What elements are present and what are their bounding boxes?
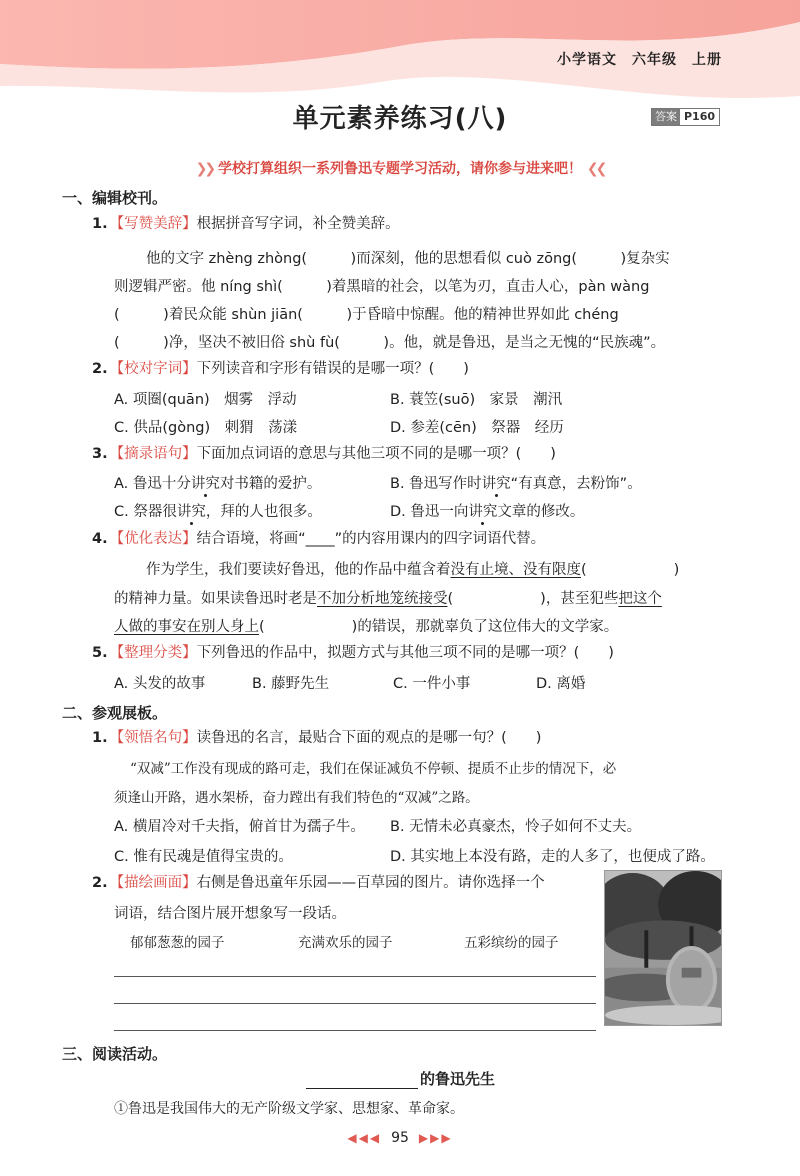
question-number: 2. <box>92 875 108 891</box>
question-1-2 <box>92 358 469 380</box>
chevron-right-icon: ❯❯ <box>195 161 214 177</box>
q2-1-quote-line-1: “双减”工作没有现成的路可走，我们在保证减负不停顿、提质不止步的情况下，必 <box>130 761 617 777</box>
q2-2-prompt-line-2: 词语，结合图片展开想象写一段话。 <box>114 906 346 922</box>
question-prompt: 下面加点词语的意思与其他三项不同的是哪一项？( ) <box>196 446 556 462</box>
q4-line-2: 的精神力量。如果读鲁迅时老是不加分析地笼统接受( )，甚至犯些把这个 <box>114 591 662 607</box>
q2-option-c: C. 供品(gòng) 刺猬 荡漾 <box>114 420 298 436</box>
question-number: 5. <box>92 645 108 661</box>
writing-line[interactable] <box>114 1003 596 1004</box>
question-number: 2. <box>92 361 108 377</box>
q1-line-2: 则逻辑严密。他 níng shì( )着黑暗的社会，以笔为刃，直击人心，pàn wàng <box>114 279 650 295</box>
q4-line-3: 人做的事安在别人身上( )的错误，那就辜负了这位伟大的文学家。 <box>114 619 619 635</box>
page-title: 单元素养练习(八) <box>292 104 508 134</box>
question-tag: 【摘录语句】 <box>109 446 197 462</box>
question-prompt: 右侧是鲁迅童年乐园——百草园的图片。请你选择一个 <box>196 875 545 891</box>
question-prompt: 下列读音和字形有错误的是哪一项？( ) <box>196 361 469 377</box>
question-prompt: 读鲁迅的名言，最贴合下面的观点的是哪一句？( ) <box>196 730 542 746</box>
q2-1-option-d: D. 其实地上本没有路，走的人多了，也便成了路。 <box>390 849 715 865</box>
dotted-word: 讲究 <box>176 504 206 520</box>
question-number: 1. <box>92 216 108 232</box>
question-prompt: 根据拼音写字词，补全赞美辞。 <box>196 216 400 232</box>
question-prompt: 结合语境，将画“____”的内容用课内的四字词语代替。 <box>196 531 546 547</box>
q2-option-b: B. 蓑笠(suō) 家景 潮汛 <box>390 392 563 408</box>
dotted-word: 讲究 <box>190 476 220 492</box>
header-label: 小学语文 六年级 上册 <box>557 52 722 68</box>
q3-option-b: B. 鲁迅写作时讲究“有真意，去粉饰”。 <box>390 476 642 492</box>
q3-option-d: D. 鲁迅一向讲究文章的修改。 <box>390 504 585 520</box>
question-number: 4. <box>92 531 108 547</box>
word-choice-3: 五彩缤纷的园子 <box>464 935 559 951</box>
q2-option-a: A. 项圈(quān) 烟雾 浮动 <box>114 392 297 408</box>
page-number: 95 <box>391 1130 409 1146</box>
answer-page: P160 <box>680 109 719 125</box>
question-2-1 <box>92 727 541 749</box>
question-number: 3. <box>92 446 108 462</box>
q3-option-a: A. 鲁迅十分讲究对书籍的爱护。 <box>114 476 322 492</box>
q2-1-option-b: B. 无情未必真豪杰，怜子如何不丈夫。 <box>390 819 642 835</box>
question-1-1 <box>92 213 400 235</box>
question-tag: 【写赞美辞】 <box>109 216 197 232</box>
question-tag: 【整理分类】 <box>109 645 197 661</box>
section3-title: 三、阅读活动。 <box>62 1045 168 1063</box>
section2-title: 二、参观展板。 <box>62 704 168 722</box>
garden-photo <box>604 870 722 1026</box>
question-2-2 <box>92 872 545 894</box>
writing-line[interactable] <box>114 976 596 977</box>
arrow-left-icon: ◀◀◀ <box>347 1131 382 1145</box>
q2-1-quote-line-2: 须逢山开路，遇水架桥，奋力蹚出有我们特色的“双减”之路。 <box>114 790 479 806</box>
chevron-left-icon: ❮❮ <box>586 161 605 177</box>
question-number: 1. <box>92 730 108 746</box>
answer-label: 答案 <box>652 109 680 125</box>
question-tag: 【校对字词】 <box>109 361 197 377</box>
q2-1-option-a: A. 横眉冷对千夫指，俯首甘为孺子牛。 <box>114 819 365 835</box>
question-tag: 【优化表达】 <box>109 531 197 547</box>
question-1-5 <box>92 642 614 664</box>
q4-line-1: 作为学生，我们要读好鲁迅，他的作品中蕴含着没有止境、没有限度( ) <box>146 562 680 578</box>
dotted-word: 讲究 <box>468 504 498 520</box>
reading-paragraph-1: ①鲁迅是我国伟大的无产阶级文学家、思想家、革命家。 <box>114 1101 464 1117</box>
question-1-3 <box>92 443 556 465</box>
q2-1-option-c: C. 惟有民魂是值得宝贵的。 <box>114 849 293 865</box>
answer-reference <box>651 108 720 126</box>
dotted-word: 讲究 <box>481 476 511 492</box>
word-choice-1: 郁郁葱葱的园子 <box>130 935 225 951</box>
q1-line-1: 他的文字 zhèng zhòng( )而深刻，他的思想看似 cuò zōng( )复杂实 <box>146 251 670 267</box>
q5-option-b: B. 藤野先生 <box>252 676 330 692</box>
question-tag: 【描绘画面】 <box>109 875 197 891</box>
q3-option-c: C. 祭器很讲究，拜的人也很多。 <box>114 504 322 520</box>
section1-title: 一、编辑校刊。 <box>62 189 168 207</box>
q2-option-d: D. 参差(cēn) 祭器 经历 <box>390 420 564 436</box>
q1-line-4: ( )净，坚决不被旧俗 shù fù( )。他，就是鲁迅，是当之无愧的“民族魂”。 <box>114 335 666 351</box>
page-footer <box>0 1130 800 1146</box>
q5-option-d: D. 离婚 <box>536 676 586 692</box>
arrow-right-icon: ▶▶▶ <box>418 1131 453 1145</box>
question-1-4 <box>92 528 545 550</box>
q5-option-a: A. 头发的故事 <box>114 676 206 692</box>
question-prompt: 下列鲁迅的作品中，拟题方式与其他三项不同的是哪一项？( ) <box>196 645 614 661</box>
question-tag: 【领悟名句】 <box>109 730 197 746</box>
q5-option-c: C. 一件小事 <box>393 676 471 692</box>
title-blank[interactable] <box>306 1073 418 1089</box>
q1-line-3: ( )着民众能 shùn jiān( )于昏暗中惊醒。他的精神世界如此 chéng <box>114 307 619 323</box>
intro-text: 学校打算组织一系列鲁迅专题学习活动，请你参与进来吧！ <box>218 161 582 177</box>
word-choice-2: 充满欢乐的园子 <box>298 935 393 951</box>
writing-line[interactable] <box>114 1030 596 1031</box>
reading-heading: 的鲁迅先生 <box>306 1068 495 1089</box>
intro-banner <box>0 158 800 178</box>
